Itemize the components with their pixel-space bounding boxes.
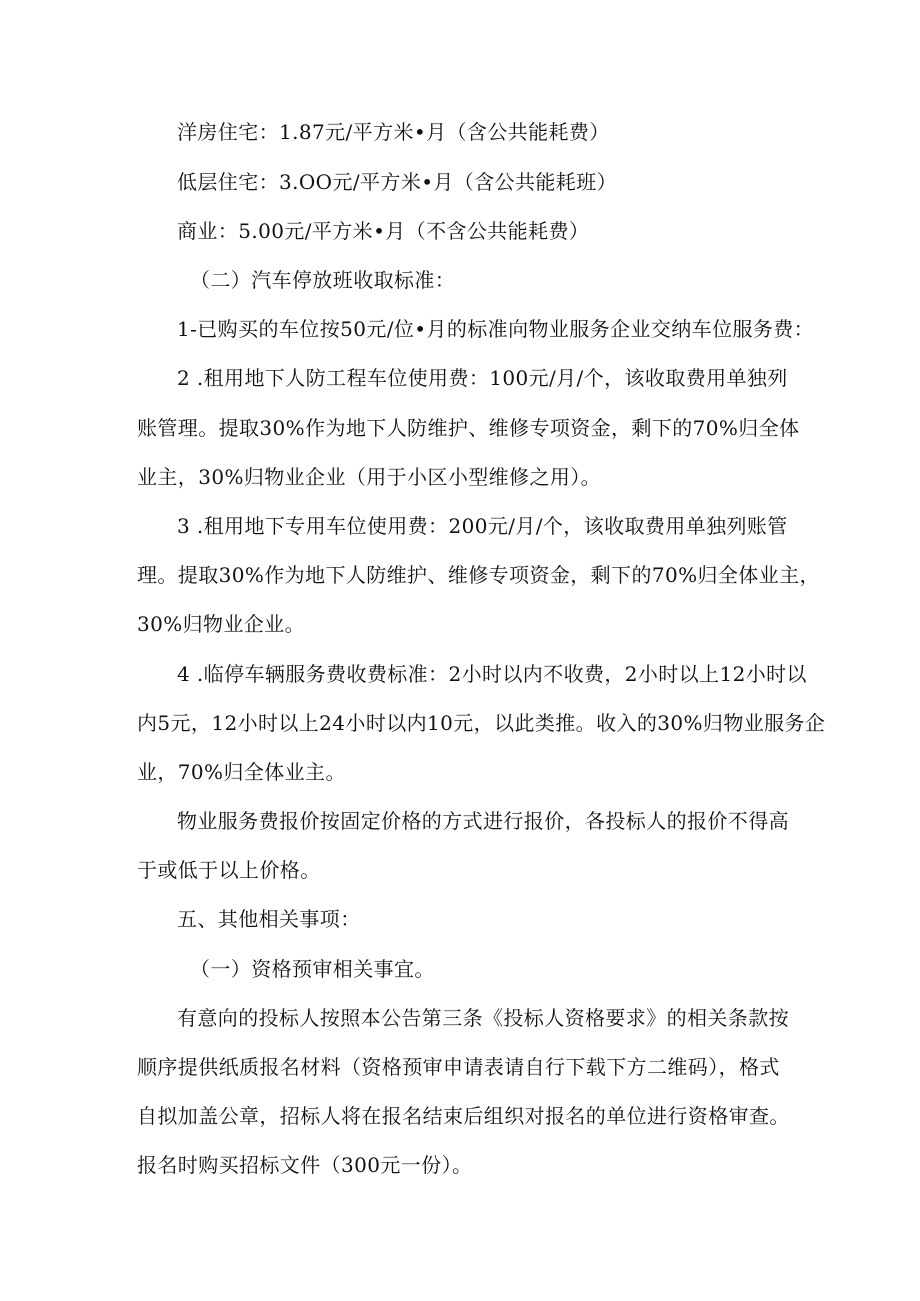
parking-item-1: 1-已购买的车位按50元/位•月的标准向物业服务企业交纳车位服务费： (177, 317, 815, 341)
parking-item-4-line-1: 4 .临停车辆服务费收费标准：2小时以内不收费，2小时以上12小时以 (177, 662, 807, 686)
parking-item-2-line-1: 2 .租用地下人防工程车位使用费：100元/月/个，该收取费用单独列 (177, 366, 788, 390)
parking-item-3-line-1: 3 .租用地下专用车位使用费：200元/月/个，该收取费用单独列账管 (177, 514, 788, 538)
rate-yangfang: 洋房住宅：1.87元/平方米•月（含公共能耗费） (177, 120, 610, 144)
parking-item-4-line-2: 内5元，12小时以上24小时以内10元，以此类推。收入的30%归物业服务企 (137, 711, 826, 735)
pricing-note-line-2: 于或低于以上价格。 (137, 858, 321, 882)
section-5-heading: 五、其他相关事项： (177, 907, 361, 931)
rate-dicheng: 低层住宅：3.OO元/平方米•月（含公共能耗班） (177, 170, 618, 194)
parking-item-3-line-2: 理。提取30%作为地下人防维护、维修专项资金，剩下的70%归全体业主， (137, 563, 820, 587)
parking-heading: （二）汽车停放班收取标准： (190, 268, 456, 292)
subsection-1-heading: （一）资格预审相关事宜。 (190, 957, 435, 981)
final-paragraph-line-1: 有意向的投标人按照本公告第三条《投标人资格要求》的相关条款按 (177, 1006, 789, 1030)
parking-item-2-line-2: 账管理。提取30%作为地下人防维护、维修专项资金，剩下的70%归全体 (137, 416, 800, 440)
pricing-note-line-1: 物业服务费报价按固定价格的方式进行报价，各投标人的报价不得高 (177, 809, 789, 833)
final-paragraph-line-3: 自拟加盖公章，招标人将在报名结束后组织对报名的单位进行资格审查。 (137, 1104, 790, 1128)
final-paragraph-line-4: 报名时购买招标文件（300元一份）。 (137, 1153, 473, 1177)
rate-shangye: 商业：5.00元/平方米•月（不含公共能耗费） (177, 219, 590, 243)
parking-item-2-line-3: 业主，30%归物业企业（用于小区小型维修之用）。 (137, 465, 602, 489)
final-paragraph-line-2: 顺序提供纸质报名材料（资格预审申请表请自行下载下方二维码），格式 (137, 1055, 780, 1079)
parking-item-4-line-3: 业，70%归全体业主。 (137, 760, 346, 784)
parking-item-3-line-3: 30%归物业企业。 (137, 612, 306, 636)
